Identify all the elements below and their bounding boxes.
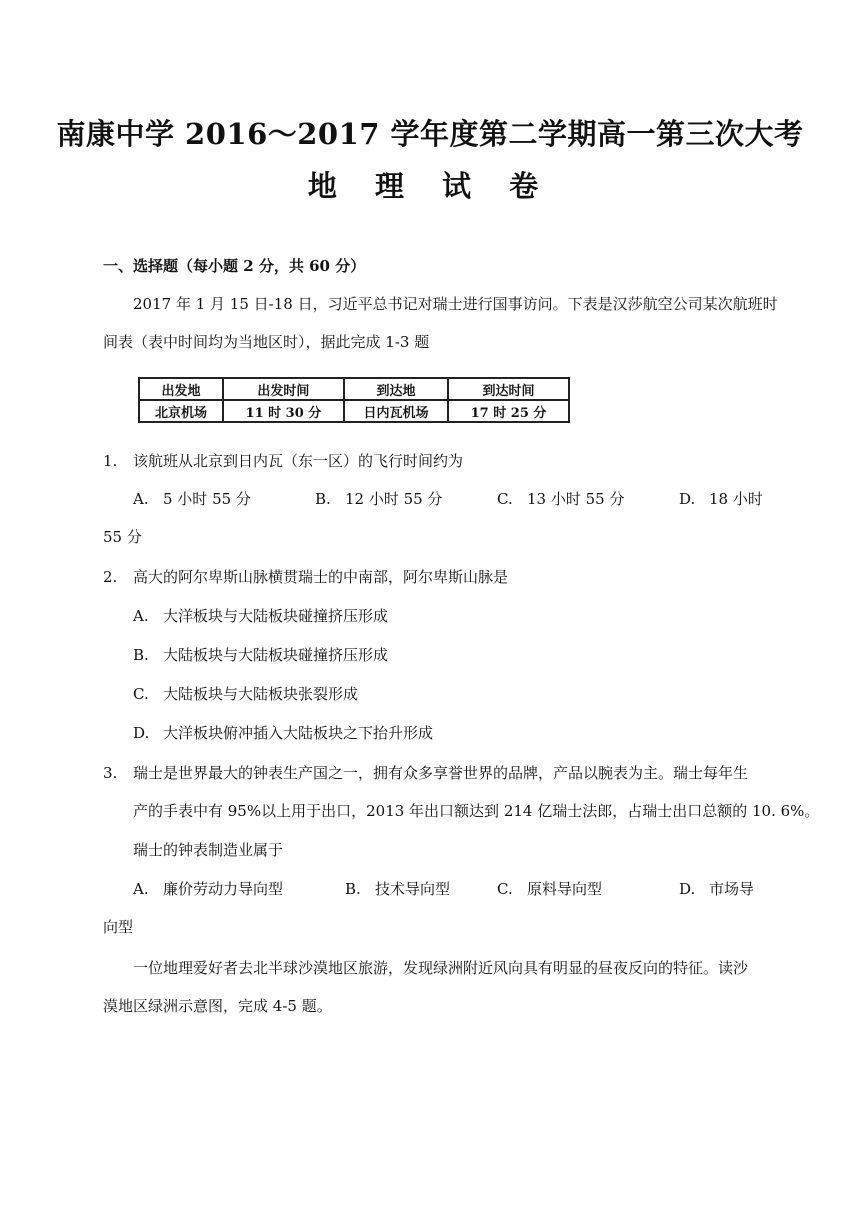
intro-1-line-1: 2017 年 1 月 15 日-18 日，习近平总书记对瑞士进行国事访问。下表是汉莎航空公司某次航班时 [133, 295, 778, 313]
flight-schedule-table [138, 377, 570, 423]
q2-option-b: 大陆板块与大陆板块碰撞挤压形成 [163, 646, 389, 664]
section-heading: 一、选择题（每小题 2 分，共 60 分） [103, 257, 366, 275]
q2-option-c-label: C. [133, 685, 149, 703]
intro-1-line-2: 间表（表中时间均为当地区时），据此完成 1-3 题 [103, 333, 430, 351]
q1-option-d-label: D. [679, 490, 696, 508]
q2-option-c: 大陆板块与大陆板块张裂形成 [163, 685, 359, 703]
table-cell: 日内瓦机场 [344, 400, 448, 422]
q2-option-d-label: D. [133, 724, 150, 742]
table-cell: 11 时 30 分 [223, 400, 344, 422]
q3-option-a: 廉价劳动力导向型 [163, 880, 284, 898]
table-cell: 17 时 25 分 [448, 400, 569, 422]
q2-stem: 高大的阿尔卑斯山脉横贯瑞士的中南部，阿尔卑斯山脉是 [133, 568, 509, 586]
q3-option-c-label: C. [497, 880, 513, 898]
q1-option-c-label: C. [497, 490, 513, 508]
table-cell: 北京机场 [139, 400, 223, 422]
table-header-cell: 到达地 [344, 378, 448, 400]
q3-option-d-label: D. [679, 880, 696, 898]
q1-option-b: 12 小时 55 分 [345, 490, 443, 508]
q2-option-b-label: B. [133, 646, 149, 664]
q2-option-a-label: A. [133, 607, 149, 625]
q1-option-a-label: A. [133, 490, 149, 508]
exam-title: 南康中学 2016～2017 学年度第二学期高一第三次大考 [56, 117, 804, 151]
q1-option-a: 5 小时 55 分 [163, 490, 251, 508]
q2-number: 2. [103, 568, 118, 586]
table-header-cell: 出发地 [139, 378, 223, 400]
q3-option-d: 市场导 [709, 880, 755, 898]
q3-option-d-continued: 向型 [103, 918, 134, 936]
table-header-cell: 到达时间 [448, 378, 569, 400]
q2-option-d: 大洋板块俯冲插入大陆板块之下抬升形成 [163, 724, 434, 742]
q1-number: 1. [103, 452, 118, 470]
q1-stem: 该航班从北京到日内瓦（东一区）的飞行时间约为 [133, 452, 464, 470]
q3-stem-line-1: 瑞士是世界最大的钟表生产国之一，拥有众多享誉世界的品牌，产品以腕表为主。瑞士每年生 [133, 764, 749, 782]
q2-option-a: 大洋板块与大陆板块碰撞挤压形成 [163, 607, 389, 625]
exam-subtitle: 地 理 试 卷 [307, 169, 553, 203]
q3-option-a-label: A. [133, 880, 149, 898]
q3-option-b-label: B. [345, 880, 361, 898]
intro-2-line-1: 一位地理爱好者去北半球沙漠地区旅游，发现绿洲附近风向具有明显的昼夜反向的特征。读沙 [133, 959, 749, 977]
q3-number: 3. [103, 764, 118, 782]
table-header-row [139, 378, 569, 400]
q1-option-d-continued: 55 分 [103, 528, 142, 546]
q1-option-b-label: B. [315, 490, 331, 508]
table-header-cell: 出发时间 [223, 378, 344, 400]
table-row [139, 400, 569, 422]
q3-option-b: 技术导向型 [375, 880, 451, 898]
q1-option-c: 13 小时 55 分 [527, 490, 625, 508]
q3-stem-line-2: 产的手表中有 95%以上用于出口，2013 年出口额达到 214 亿瑞士法郎，占瑞士出口总额的 10. 6%。 [133, 802, 820, 820]
q1-option-d: 18 小时 [709, 490, 763, 508]
q3-stem-line-3: 瑞士的钟表制造业属于 [133, 841, 284, 859]
intro-2-line-2: 漠地区绿洲示意图，完成 4-5 题。 [103, 997, 332, 1015]
q3-option-c: 原料导向型 [527, 880, 603, 898]
